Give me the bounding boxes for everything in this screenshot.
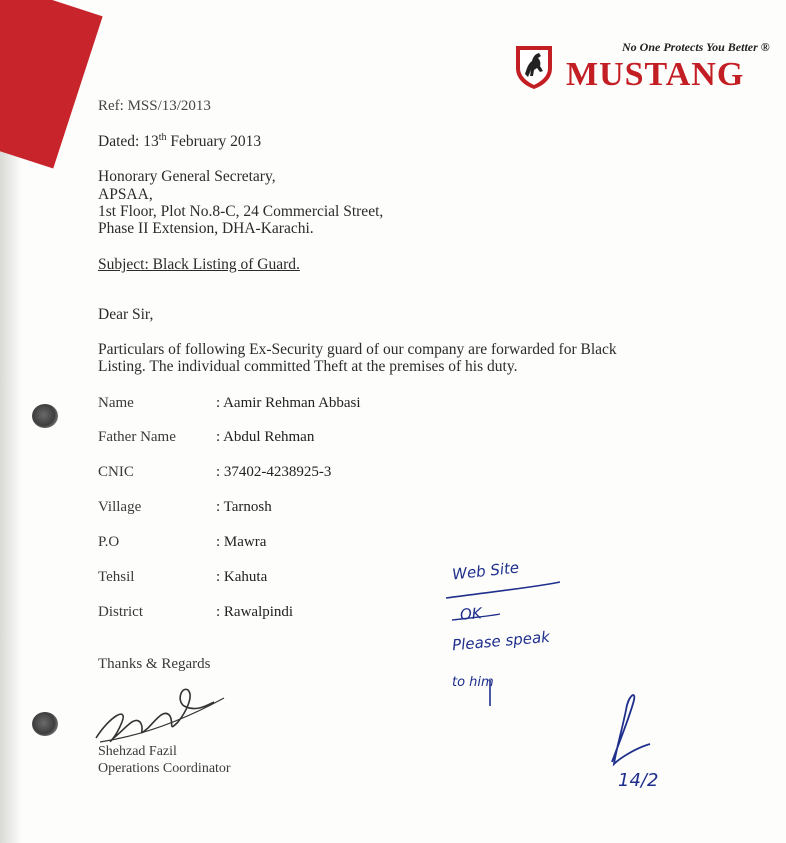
date-suffix: February 2013 (166, 133, 262, 151)
field-value-name: : Aamir Rehman Abbasi (216, 395, 361, 411)
company-brand: MUSTANG (566, 56, 745, 93)
address-line: Phase II Extension, DHA-Karachi. (98, 220, 314, 237)
signatory-name: Shehzad Fazil (98, 744, 177, 759)
closing: Thanks & Regards (98, 656, 211, 672)
field-label-father-name: Father Name (98, 429, 176, 445)
field-label-po: P.O (98, 534, 120, 550)
punch-hole (32, 712, 58, 736)
date-prefix: Dated: 13 (98, 133, 159, 151)
handwritten-date: 14/2 (618, 770, 659, 791)
handwritten-note-line: Web Site (451, 558, 520, 584)
field-label-district: District (98, 604, 143, 620)
field-value-cnic: : 37402-4238925-3 (216, 464, 332, 480)
handwritten-note-line: to him (452, 675, 494, 690)
field-label-cnic: CNIC (98, 464, 134, 480)
field-label-name: Name (98, 395, 134, 411)
field-label-tehsil: Tehsil (98, 569, 135, 585)
field-value-district: : Rawalpindi (216, 604, 294, 620)
reference-number: Ref: MSS/13/2013 (98, 98, 211, 114)
field-value-father-name: : Abdul Rehman (216, 429, 315, 445)
handwritten-note-line: OK (459, 604, 483, 624)
salutation: Dear Sir, (98, 306, 154, 323)
punch-hole (32, 404, 58, 428)
subject-line: Subject: Black Listing of Guard. (98, 256, 300, 273)
address-line: Honorary General Secretary, (98, 168, 276, 185)
company-tagline: No One Protects You Better ® (622, 40, 770, 54)
date-ordinal: th (158, 132, 167, 143)
handwritten-note-line: Please speak (451, 627, 551, 655)
field-value-village: : Tarnosh (216, 499, 272, 515)
field-value-po: : Mawra (216, 534, 267, 550)
body-line: Listing. The individual committed Theft at the premises of his duty. (98, 358, 518, 375)
field-label-village: Village (98, 499, 142, 515)
field-value-tehsil: : Kahuta (216, 569, 268, 585)
body-line: Particulars of following Ex-Security guard of our company are forwarded for Black (98, 341, 617, 358)
signatory-title: Operations Coordinator (98, 761, 231, 776)
address-line: APSAA, (98, 186, 153, 203)
address-line: 1st Floor, Plot No.8-C, 24 Commercial Street, (98, 203, 384, 220)
